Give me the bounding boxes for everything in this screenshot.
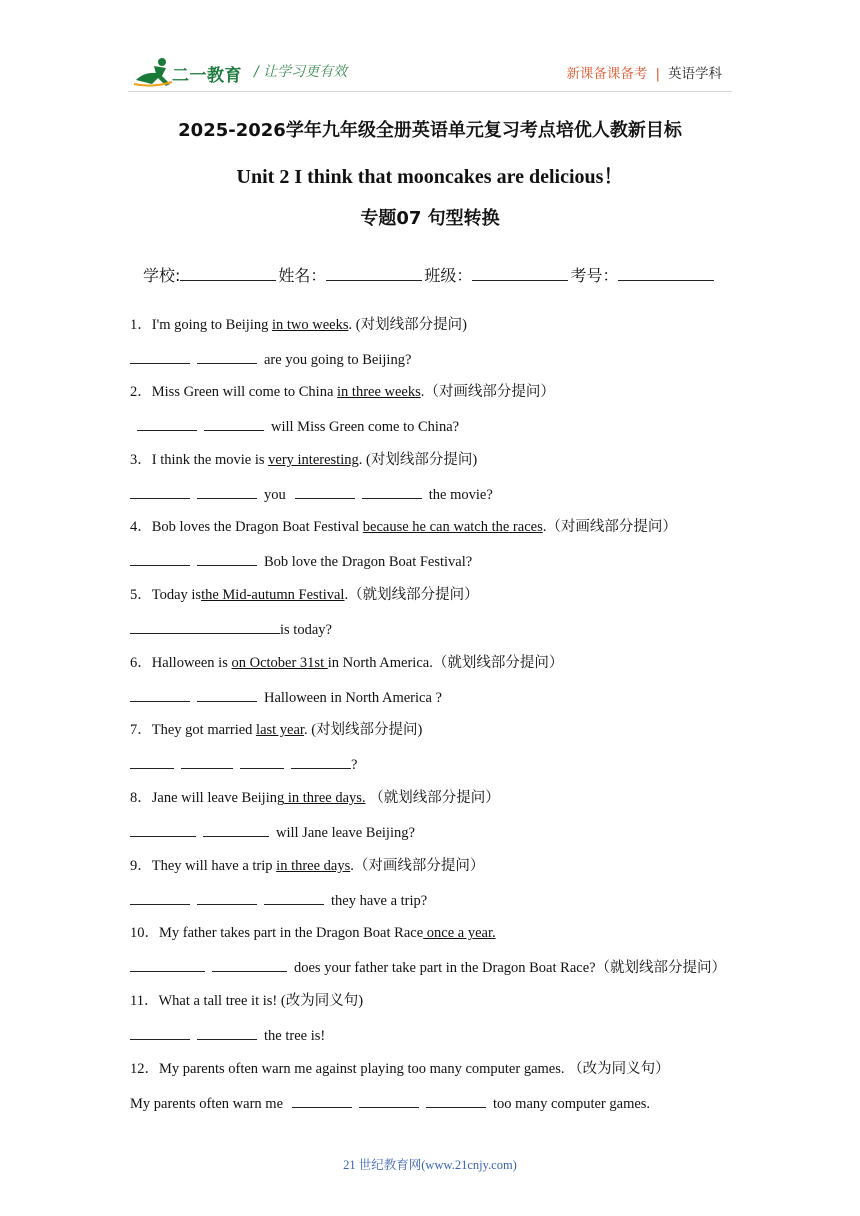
answer-text: will Miss Green come to China?	[271, 419, 460, 435]
answer-12	[130, 1094, 650, 1113]
question-number: 3．	[130, 452, 152, 468]
answer-blank[interactable]	[197, 552, 257, 566]
question-number: 2．	[130, 384, 152, 400]
answer-text: is today?	[280, 622, 332, 638]
exam-number-blank[interactable]	[618, 266, 714, 281]
answer-text: the movie?	[428, 487, 493, 503]
answer-blank[interactable]	[291, 755, 351, 769]
question-instruction: . (对划线部分提问)	[358, 452, 478, 468]
question-number: 5．	[130, 587, 152, 603]
answer-6	[130, 688, 442, 707]
question-instruction: .（对画线部分提问）	[542, 519, 677, 535]
answer-blank[interactable]	[359, 1094, 419, 1108]
page-header	[0, 0, 860, 100]
question-text: Bob loves the Dragon Boat Festival	[151, 519, 363, 535]
answer-text: the tree is!	[264, 1028, 326, 1044]
underlined-part: the Mid-autumn Festival	[201, 587, 345, 603]
question-2	[130, 383, 555, 401]
answer-text: will Jane leave Beijing?	[276, 825, 415, 841]
answer-blank[interactable]	[130, 688, 190, 702]
class-label: 班级：	[424, 266, 473, 285]
answer-blank[interactable]	[181, 755, 233, 769]
answer-text: they have a trip?	[331, 893, 428, 909]
underlined-part: very interesting	[268, 452, 359, 468]
underlined-part: once a year.	[423, 925, 496, 941]
header-separator: |	[655, 66, 660, 82]
answer-2	[137, 417, 459, 436]
question-instruction: . (对划线部分提问)	[348, 317, 467, 333]
answer-blank[interactable]	[130, 620, 280, 634]
question-1	[130, 316, 467, 334]
underlined-part: on October 31st	[231, 655, 328, 671]
school-blank[interactable]	[180, 266, 276, 281]
course-label: 新课备课备考	[566, 66, 648, 82]
class-blank[interactable]	[472, 266, 568, 281]
question-text: Miss Green will come to China	[151, 384, 338, 400]
header-course-info	[566, 62, 722, 82]
question-text: My parents often warn me against playing too many computer games. （改为同义句）	[159, 1061, 670, 1077]
answer-text: Halloween in North America ?	[264, 690, 442, 706]
question-text: They got married	[151, 722, 257, 738]
answer-blank[interactable]	[197, 891, 257, 905]
question-8	[130, 789, 500, 807]
student-info-line	[143, 263, 716, 286]
question-text: Jane will leave Beijing	[151, 790, 285, 806]
question-text: I'm going to Beijing	[151, 317, 272, 333]
answer-3	[130, 485, 493, 504]
answer-text: Bob love the Dragon Boat Festival?	[264, 554, 473, 570]
page-footer: 21 世纪教育网(www.21cnjy.com)	[343, 1158, 517, 1172]
question-3	[130, 451, 477, 469]
answer-text: you	[264, 487, 286, 503]
unit-title: Unit 2 I think that mooncakes are delicious！	[236, 166, 624, 188]
question-text: Halloween is	[151, 655, 232, 671]
answer-blank[interactable]	[197, 485, 257, 499]
question-number: 6．	[130, 655, 152, 671]
question-instruction: .（对画线部分提问）	[420, 384, 555, 400]
underlined-part: in three days	[276, 858, 351, 874]
underlined-part: because he can watch the races	[362, 519, 543, 535]
document-title: 2025-2026学年九年级全册英语单元复习考点培优人教新目标	[178, 120, 682, 141]
answer-blank[interactable]	[197, 350, 257, 364]
answer-blank[interactable]	[292, 1094, 352, 1108]
answer-blank[interactable]	[204, 417, 264, 431]
answer-blank[interactable]	[137, 417, 197, 431]
question-9	[130, 857, 484, 875]
question-11	[130, 992, 363, 1010]
answer-text: ?	[351, 757, 358, 773]
logo-text: 二一教育	[172, 66, 242, 86]
answer-blank[interactable]	[295, 485, 355, 499]
exam-number-label: 考号：	[570, 266, 619, 285]
answer-blank[interactable]	[130, 350, 190, 364]
question-number: 7．	[130, 722, 152, 738]
answer-text: too many computer games.	[493, 1096, 651, 1112]
question-4	[130, 518, 677, 536]
answer-5	[130, 620, 332, 639]
answer-11	[130, 1026, 325, 1045]
question-text: What a tall tree it is! (改为同义句)	[158, 993, 364, 1009]
question-instruction: （就划线部分提问）	[365, 790, 500, 806]
question-7	[130, 721, 422, 739]
answer-1	[130, 350, 411, 369]
question-instruction: . (对划线部分提问)	[303, 722, 423, 738]
question-number: 4．	[130, 519, 152, 535]
answer-blank[interactable]	[212, 958, 287, 972]
answer-9	[130, 891, 427, 910]
answer-4	[130, 552, 472, 571]
header-divider	[128, 91, 732, 92]
question-number: 1．	[130, 317, 152, 333]
question-instruction: in North America.（就划线部分提问）	[327, 655, 564, 671]
subject-label: 英语学科	[668, 66, 722, 82]
answer-10	[130, 958, 726, 977]
topic-title: 专题07 句型转换	[360, 208, 500, 229]
question-10	[130, 924, 496, 942]
answer-text: does your father take part in the Dragon Boat Race?（就划线部分提问）	[294, 960, 727, 976]
answer-blank[interactable]	[130, 823, 196, 837]
school-label: 学校:	[143, 266, 181, 285]
question-number: 8．	[130, 790, 152, 806]
question-text: Today is	[151, 587, 202, 603]
answer-blank[interactable]	[130, 755, 174, 769]
answer-blank[interactable]	[130, 958, 205, 972]
question-text: They will have a trip	[151, 858, 277, 874]
question-6	[130, 654, 563, 672]
underlined-part: in three weeks	[337, 384, 421, 400]
answer-blank[interactable]	[203, 823, 269, 837]
answer-blank[interactable]	[130, 552, 190, 566]
answer-text: are you going to Beijing?	[264, 352, 412, 368]
answer-blank[interactable]	[426, 1094, 486, 1108]
answer-blank[interactable]	[240, 755, 284, 769]
answer-blank[interactable]	[197, 1026, 257, 1040]
question-instruction: .（对画线部分提问）	[350, 858, 485, 874]
answer-blank[interactable]	[362, 485, 422, 499]
question-text: I think the movie is	[151, 452, 269, 468]
answer-blank[interactable]	[130, 891, 190, 905]
answer-blank[interactable]	[130, 485, 190, 499]
answer-blank[interactable]	[197, 688, 257, 702]
question-number: 11．	[130, 993, 159, 1009]
underlined-part: last year	[256, 722, 304, 738]
question-instruction: .（就划线部分提问）	[344, 587, 479, 603]
answer-blank[interactable]	[264, 891, 324, 905]
question-number: 10．	[130, 925, 159, 941]
answer-text: My parents often warn me	[130, 1096, 284, 1112]
slogan: / 让学习更有效	[254, 64, 348, 80]
name-label: 姓名：	[278, 266, 327, 285]
question-number: 12．	[130, 1061, 159, 1077]
underlined-part: in three days.	[284, 790, 366, 806]
answer-7	[130, 755, 357, 774]
underlined-part: in two weeks	[271, 317, 349, 333]
question-text: My father takes part in the Dragon Boat Race	[159, 925, 424, 941]
question-5	[130, 586, 479, 604]
name-blank[interactable]	[326, 266, 422, 281]
answer-8	[130, 823, 415, 842]
answer-blank[interactable]	[130, 1026, 190, 1040]
question-number: 9．	[130, 858, 152, 874]
question-12	[130, 1060, 670, 1078]
